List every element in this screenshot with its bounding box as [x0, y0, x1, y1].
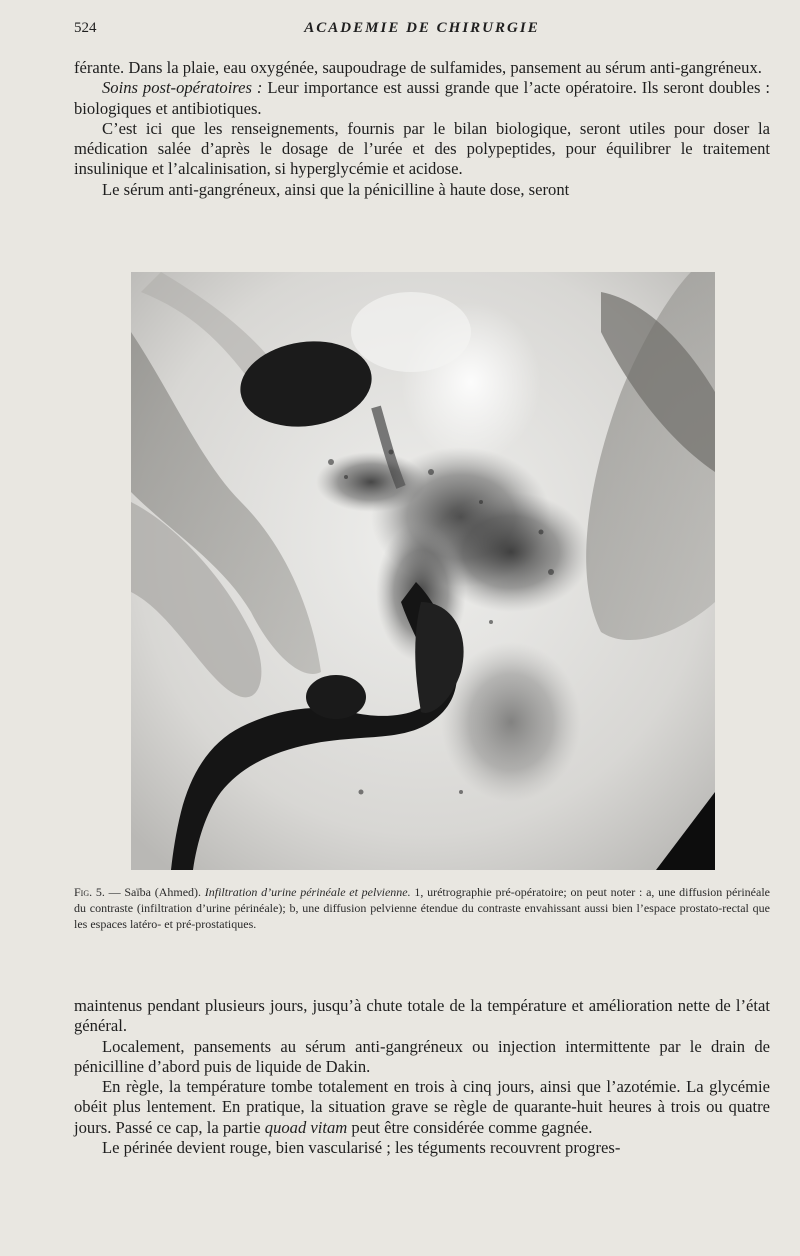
caption-label: Fig. 5. —	[74, 885, 125, 899]
radiograph-image	[131, 272, 715, 870]
paragraph-2-text: Leur importance est aussi grande que l’acte opératoire. Ils seront doubles : biologiques et antibiotiques.	[74, 78, 770, 118]
paragraph-5: maintenus pendant plusieurs jours, jusqu’à chute totale de la température et amélioration nette de l’état général.	[74, 996, 770, 1036]
running-head: ACADEMIE DE CHIRURGIE	[304, 20, 540, 36]
caption-author: Saïba (Ahmed).	[124, 885, 205, 899]
paragraph-7-end: peut être considérée comme gagnée.	[347, 1117, 593, 1137]
figure-caption	[74, 884, 770, 932]
caption-body: 1, urétrographie pré-opératoire; on peut noter : a, une diffusion périnéale du contraste (infiltration d’urine périnéale); b, une diffusion pelvienne étendue du contraste envahissant aussi bien l’espace prostato-rectal que les espaces latéro- et pré-prostatiques.	[74, 885, 770, 931]
radiograph-figure	[131, 272, 715, 870]
caption-title: Infiltration d’urine périnéale et pelvienne.	[204, 885, 411, 899]
paragraph-6: Localement, pansements au sérum anti-gangréneux ou injection intermittente par le drain de pénicilline d’abord puis de liquide de Dakin.	[74, 1036, 770, 1076]
paragraph-7	[74, 1077, 770, 1138]
paragraph-8: Le périnée devient rouge, bien vascularisé ; les téguments recouvrent progres-	[102, 1138, 621, 1158]
section-heading-italic: Soins post-opératoires :	[102, 78, 263, 98]
page-number: 524	[74, 20, 97, 36]
page-header	[74, 20, 770, 44]
paragraph-2	[74, 78, 770, 119]
bottom-text-block	[74, 996, 770, 1158]
paragraph-3: C’est ici que les renseignements, fournis par le bilan biologique, seront utiles pour doser la médication salée d’après le dosage de l’urée et des polypeptides, pour équilibrer le traitement insulinique et l’alcalinisation, si hyperglycémie et acidose.	[74, 118, 770, 179]
paragraph-4: Le sérum anti-gangréneux, ainsi que la pénicilline à haute dose, seront	[102, 179, 570, 199]
paragraph-1: férante. Dans la plaie, eau oxygénée, saupoudrage de sulfamides, pansement au sérum anti-gangréneux.	[74, 58, 762, 77]
paragraph-7-start: En règle, la température tombe totalement en trois à cinq jours, ainsi que l’azotémie. La glycémie obéit plus lentement. En pratique, la situation grave se règle de quarante-huit heures à trois ou quatre jours. Passé ce cap, la partie	[74, 1077, 770, 1137]
latin-phrase: quoad vitam	[264, 1117, 348, 1137]
top-text-block	[74, 58, 770, 200]
